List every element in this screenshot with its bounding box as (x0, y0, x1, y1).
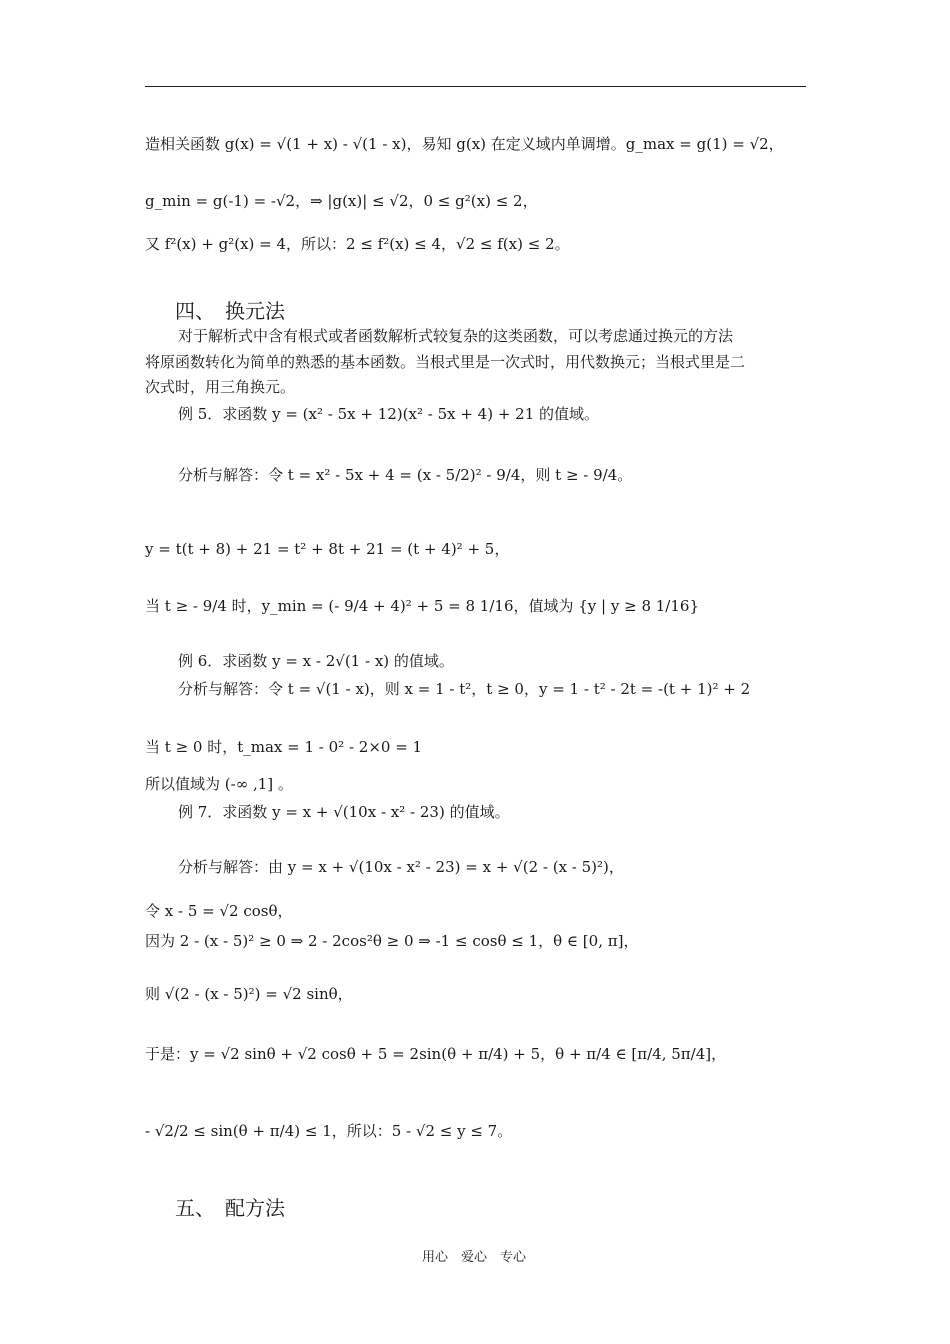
formula-line: 令 x - 5 = √2 cosθ， (145, 902, 293, 920)
section-heading: 四、 换元法 (175, 299, 285, 323)
text-line: 所以值域为 (-∞ ,1] 。 (145, 775, 293, 793)
page-footer: 用心 爱心 专心 (422, 1250, 527, 1265)
text-line: g_min = g(-1) = -√2，⇒ |g(x)| ≤ √2，0 ≤ g²(x) ≤ 2， (145, 192, 538, 210)
formula-line: 因为 2 - (x - 5)² ≥ 0 ⇒ 2 - 2cos²θ ≥ 0 ⇒ -1 ≤ cosθ ≤ 1，θ ∈ [0, π]， (145, 932, 639, 950)
solution-line: 分析与解答：令 t = √(1 - x)，则 x = 1 - t²，t ≥ 0，y = 1 - t² - 2t = -(t + 1)² + 2 (178, 680, 751, 698)
example-title: 例 6．求函数 y = x - 2√(1 - x) 的值域。 (178, 652, 454, 670)
formula-line: 当 t ≥ - 9/4 时，y_min = (- 9/4 + 4)² + 5 = 8 1/16，值域为 {y | y ≥ 8 1/16} (145, 597, 699, 615)
paragraph-line: 将原函数转化为简单的熟悉的基本函数。当根式里是一次式时，用代数换元；当根式里是二 (145, 353, 746, 371)
formula-line: 则 √(2 - (x - 5)²) = √2 sinθ， (145, 985, 353, 1003)
example-title: 例 5．求函数 y = (x² - 5x + 12)(x² - 5x + 4) + 21 的值域。 (178, 405, 600, 423)
solution-line: 分析与解答：由 y = x + √(10x - x² - 23) = x + √(2 - (x - 5)²)， (178, 858, 624, 876)
text-line: 造相关函数 g(x) = √(1 + x) - √(1 - x)，易知 g(x) 在定义域内单调增。g_max = g(1) = √2， (145, 135, 784, 153)
paragraph-line: 对于解析式中含有根式或者函数解析式较复杂的这类函数，可以考虑通过换元的方法 (178, 327, 734, 345)
formula-line: - √2/2 ≤ sin(θ + π/4) ≤ 1，所以：5 - √2 ≤ y ≤ 7。 (145, 1122, 513, 1140)
header-rule (145, 86, 806, 87)
section-heading: 五、 配方法 (175, 1196, 285, 1220)
solution-line: 分析与解答：令 t = x² - 5x + 4 = (x - 5/2)² - 9/4，则 t ≥ - 9/4。 (178, 466, 633, 484)
paragraph-line: 次式时，用三角换元。 (145, 378, 296, 396)
formula-line: 于是：y = √2 sinθ + √2 cosθ + 5 = 2sin(θ + π/4) + 5，θ + π/4 ∈ [π/4, 5π/4]， (145, 1045, 727, 1063)
formula-line: 当 t ≥ 0 时，t_max = 1 - 0² - 2×0 = 1 (145, 738, 423, 756)
formula-line: y = t(t + 8) + 21 = t² + 8t + 21 = (t + 4)² + 5， (145, 540, 510, 558)
example-title: 例 7．求函数 y = x + √(10x - x² - 23) 的值域。 (178, 803, 510, 821)
text-line: 又 f²(x) + g²(x) = 4，所以：2 ≤ f²(x) ≤ 4，√2 ≤ f(x) ≤ 2。 (145, 235, 570, 253)
